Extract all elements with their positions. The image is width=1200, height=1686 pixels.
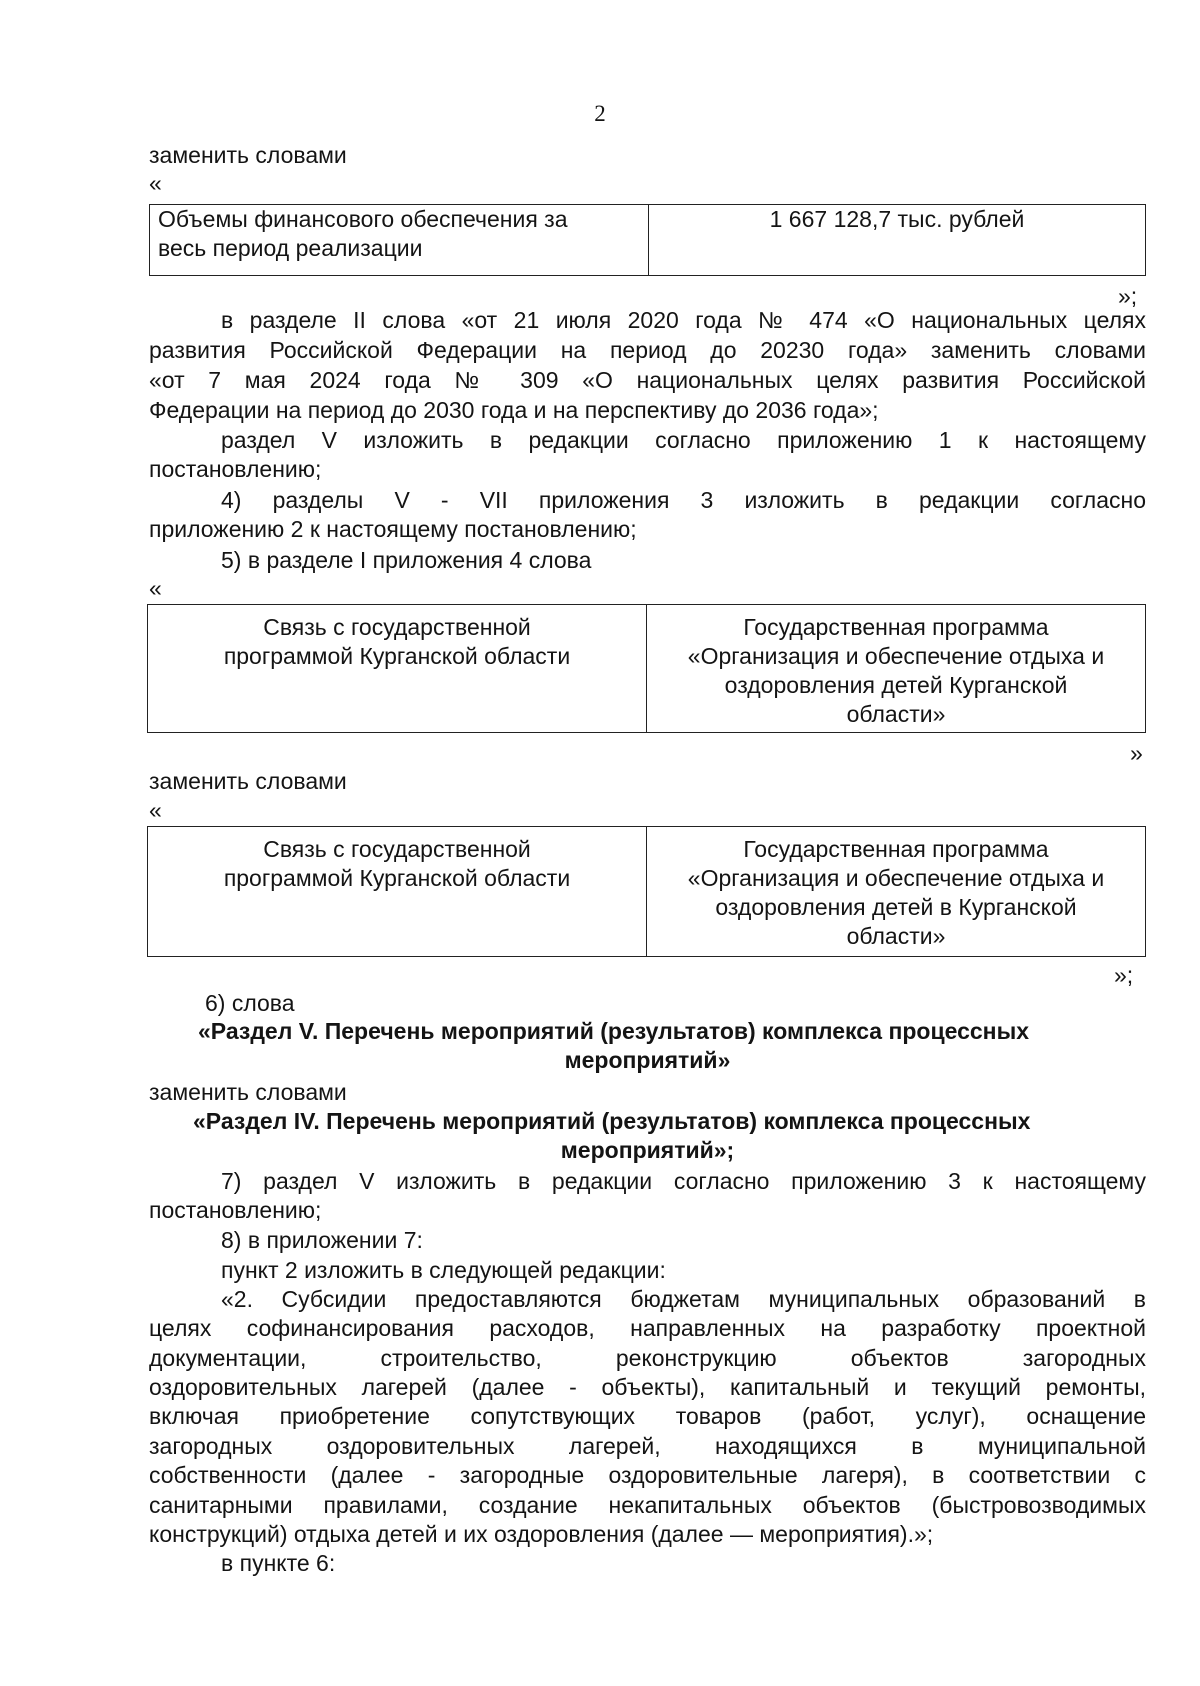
text-line: 5) в разделе I приложения 4 слова: [221, 547, 592, 573]
table-cell-label: [148, 605, 647, 733]
cell-text: программой Курганской области: [223, 865, 571, 891]
page-number: 2: [594, 101, 606, 126]
cell-text: области»: [846, 701, 946, 727]
cell-text: «Организация и обеспечение отдыха и: [687, 643, 1105, 669]
text-line: «от 7 мая 2024 года № 309 «О национальных целях развития Российской: [149, 367, 1146, 393]
text-line: санитарными правилами, создание некапитальных объектов (быстровозводимых: [149, 1492, 1146, 1518]
text-line: включая приобретение сопутствующих товаров (работ, услуг), оснащение: [149, 1403, 1146, 1429]
text-line: заменить словами: [149, 1079, 347, 1105]
text-line: приложению 2 к настоящему постановлению;: [149, 516, 637, 542]
text-line: конструкций) отдыха детей и их оздоровления (далее — мероприятия).»;: [149, 1521, 934, 1547]
text-line: заменить словами: [149, 768, 347, 794]
text-line: 7) раздел V изложить в редакции согласно приложению 3 к настоящему: [221, 1168, 1146, 1194]
cell-text: Связь с государственной: [263, 836, 531, 862]
cell-text: весь период реализации: [158, 235, 423, 261]
open-quote: «: [149, 170, 162, 196]
table-new-link: [147, 826, 1146, 957]
section-title-new-cont: мероприятий»;: [560, 1137, 735, 1163]
table-cell-value: [649, 205, 1146, 276]
cell-text: Государственная программа: [743, 614, 1049, 640]
table-old-link: [147, 604, 1146, 733]
table-cell-value: [647, 605, 1146, 733]
cell-text: оздоровления детей Курганской: [724, 672, 1068, 698]
open-quote: «: [149, 575, 162, 601]
text-line: в разделе II слова «от 21 июля 2020 года № 474 «О национальных целях: [221, 307, 1146, 333]
table-cell-label: [148, 827, 647, 957]
text-line: «2. Субсидии предоставляются бюджетам муниципальных образований в: [221, 1286, 1146, 1312]
cell-text: области»: [846, 923, 946, 949]
text-line: постановлению;: [149, 1197, 322, 1223]
cell-text: «Организация и обеспечение отдыха и: [687, 865, 1105, 891]
text-line: 6) слова: [205, 990, 295, 1016]
text-line: документации, строительство, реконструкцию объектов загородных: [149, 1345, 1146, 1371]
cell-text: программой Курганской области: [223, 643, 571, 669]
cell-text: Государственная программа: [743, 836, 1049, 862]
section-title-old-cont: мероприятий»: [564, 1047, 731, 1073]
table-cell-value: [647, 827, 1146, 957]
section-title-old: «Раздел V. Перечень мероприятий (результатов) комплекса процессных: [198, 1018, 1030, 1044]
text-line: 8) в приложении 7:: [221, 1227, 423, 1253]
close-quote: »;: [1118, 283, 1138, 309]
text-line: развития Российской Федерации на период до 20230 года» заменить словами: [149, 337, 1146, 363]
cell-text: оздоровления детей в Курганской: [715, 894, 1077, 920]
cell-text: Объемы финансового обеспечения за: [158, 206, 568, 232]
text-line: целях софинансирования расходов, направленных на разработку проектной: [149, 1315, 1146, 1341]
text-line: раздел V изложить в редакции согласно приложению 1 к настоящему: [221, 427, 1146, 453]
close-quote: »;: [1114, 962, 1134, 988]
text-line: пункт 2 изложить в следующей редакции:: [221, 1257, 666, 1283]
text-line: оздоровительных лагерей (далее - объекты), капитальный и текущий ремонты,: [149, 1374, 1146, 1400]
text-line: 4) разделы V - VII приложения 3 изложить в редакции согласно: [221, 487, 1146, 513]
open-quote: «: [149, 797, 162, 823]
cell-text: Связь с государственной: [263, 614, 531, 640]
text-line: загородных оздоровительных лагерей, находящихся в муниципальной: [149, 1433, 1146, 1459]
table-cell-label: [150, 205, 649, 276]
text-line: постановлению;: [149, 456, 322, 482]
text-line: Федерации на период до 2030 года и на перспективу до 2036 года»;: [149, 397, 879, 423]
section-title-new: «Раздел IV. Перечень мероприятий (результатов) комплекса процессных: [193, 1108, 1031, 1134]
cell-text: 1 667 128,7 тыс. рублей: [769, 206, 1025, 232]
text-line: заменить словами: [149, 142, 347, 168]
text-line: собственности (далее - загородные оздоровительные лагеря), в соответствии с: [149, 1462, 1146, 1488]
text-line: в пункте 6:: [221, 1550, 336, 1576]
table-finance: [149, 204, 1146, 276]
close-quote: »: [1130, 740, 1143, 766]
